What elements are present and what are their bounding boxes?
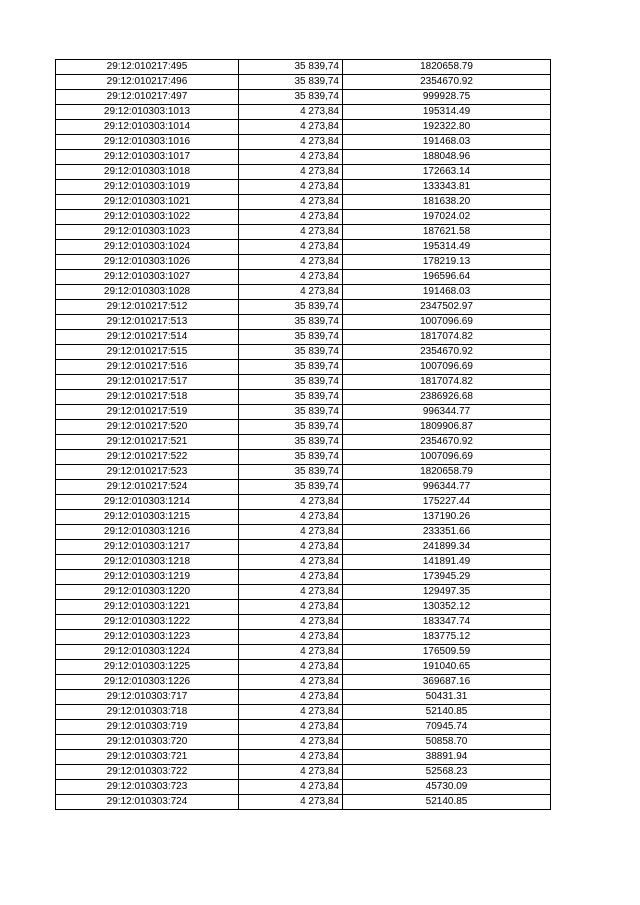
cadastral-number-cell: 29:12:010217:496 — [56, 75, 239, 90]
area-cell: 35 839,74 — [239, 480, 343, 495]
cadastral-number-cell: 29:12:010303:1022 — [56, 210, 239, 225]
table-row — [56, 705, 551, 720]
cadastral-number-cell: 29:12:010303:722 — [56, 765, 239, 780]
area-cell: 4 273,84 — [239, 675, 343, 690]
area-cell: 35 839,74 — [239, 405, 343, 420]
cost-cell: 1817074.82 — [343, 375, 551, 390]
area-cell: 35 839,74 — [239, 60, 343, 75]
cost-cell: 2354670.92 — [343, 75, 551, 90]
area-cell: 35 839,74 — [239, 300, 343, 315]
cadastral-number-cell: 29:12:010303:1218 — [56, 555, 239, 570]
area-cell: 4 273,84 — [239, 615, 343, 630]
table-row — [56, 435, 551, 450]
cadastral-number-cell: 29:12:010217:519 — [56, 405, 239, 420]
table-row — [56, 450, 551, 465]
table-row — [56, 60, 551, 75]
cost-cell: 187621.58 — [343, 225, 551, 240]
cadastral-number-cell: 29:12:010217:518 — [56, 390, 239, 405]
cadastral-number-cell: 29:12:010303:1222 — [56, 615, 239, 630]
table-row — [56, 780, 551, 795]
area-cell: 35 839,74 — [239, 345, 343, 360]
table-body — [56, 60, 551, 810]
cadastral-number-cell: 29:12:010303:1221 — [56, 600, 239, 615]
table-row — [56, 420, 551, 435]
cadastral-number-cell: 29:12:010303:718 — [56, 705, 239, 720]
area-cell: 4 273,84 — [239, 285, 343, 300]
cadastral-number-cell: 29:12:010217:520 — [56, 420, 239, 435]
area-cell: 35 839,74 — [239, 360, 343, 375]
cost-cell: 175227.44 — [343, 495, 551, 510]
cadastral-number-cell: 29:12:010303:1016 — [56, 135, 239, 150]
table-row — [56, 330, 551, 345]
cadastral-number-cell: 29:12:010303:1214 — [56, 495, 239, 510]
table-row — [56, 345, 551, 360]
cadastral-number-cell: 29:12:010303:1220 — [56, 585, 239, 600]
cadastral-number-cell: 29:12:010217:522 — [56, 450, 239, 465]
table-row — [56, 300, 551, 315]
cost-cell: 2386926.68 — [343, 390, 551, 405]
cadastral-number-cell: 29:12:010303:1018 — [56, 165, 239, 180]
cadastral-number-cell: 29:12:010217:521 — [56, 435, 239, 450]
cadastral-number-cell: 29:12:010217:497 — [56, 90, 239, 105]
area-cell: 4 273,84 — [239, 750, 343, 765]
table-row — [56, 270, 551, 285]
cost-cell: 191468.03 — [343, 285, 551, 300]
cadastral-number-cell: 29:12:010303:1026 — [56, 255, 239, 270]
cost-cell: 181638.20 — [343, 195, 551, 210]
table-row — [56, 360, 551, 375]
table-row — [56, 615, 551, 630]
area-cell: 4 273,84 — [239, 765, 343, 780]
area-cell: 4 273,84 — [239, 195, 343, 210]
cadastral-number-cell: 29:12:010217:516 — [56, 360, 239, 375]
area-cell: 4 273,84 — [239, 240, 343, 255]
table-row — [56, 630, 551, 645]
table-row — [56, 645, 551, 660]
area-cell: 4 273,84 — [239, 525, 343, 540]
cadastral-number-cell: 29:12:010303:717 — [56, 690, 239, 705]
cost-cell: 172663.14 — [343, 165, 551, 180]
table-row — [56, 210, 551, 225]
cadastral-number-cell: 29:12:010303:1014 — [56, 120, 239, 135]
cadastral-number-cell: 29:12:010303:1226 — [56, 675, 239, 690]
area-cell: 4 273,84 — [239, 585, 343, 600]
cadastral-number-cell: 29:12:010303:723 — [56, 780, 239, 795]
table-row — [56, 690, 551, 705]
area-cell: 4 273,84 — [239, 720, 343, 735]
area-cell: 4 273,84 — [239, 120, 343, 135]
cost-cell: 1007096.69 — [343, 315, 551, 330]
cost-cell: 196596.64 — [343, 270, 551, 285]
table-row — [56, 240, 551, 255]
table-row — [56, 375, 551, 390]
table-row — [56, 180, 551, 195]
cost-cell: 2354670.92 — [343, 435, 551, 450]
cost-cell: 191040.65 — [343, 660, 551, 675]
table-row — [56, 765, 551, 780]
table-row — [56, 570, 551, 585]
cost-cell: 129497.35 — [343, 585, 551, 600]
table-row — [56, 75, 551, 90]
cadastral-number-cell: 29:12:010303:720 — [56, 735, 239, 750]
cost-cell: 1809906.87 — [343, 420, 551, 435]
cadastral-table — [55, 59, 551, 810]
cost-cell: 1007096.69 — [343, 450, 551, 465]
cadastral-number-cell: 29:12:010217:512 — [56, 300, 239, 315]
cost-cell: 192322.80 — [343, 120, 551, 135]
cost-cell: 999928.75 — [343, 90, 551, 105]
cost-cell: 50431.31 — [343, 690, 551, 705]
table-row — [56, 675, 551, 690]
cadastral-number-cell: 29:12:010303:1225 — [56, 660, 239, 675]
cost-cell: 2347502.97 — [343, 300, 551, 315]
table-row — [56, 465, 551, 480]
cadastral-number-cell: 29:12:010303:719 — [56, 720, 239, 735]
area-cell: 4 273,84 — [239, 570, 343, 585]
cadastral-number-cell: 29:12:010303:1224 — [56, 645, 239, 660]
table-row — [56, 225, 551, 240]
table-row — [56, 585, 551, 600]
area-cell: 4 273,84 — [239, 150, 343, 165]
table-row — [56, 660, 551, 675]
area-cell: 4 273,84 — [239, 135, 343, 150]
cost-cell: 52568.23 — [343, 765, 551, 780]
table-row — [56, 540, 551, 555]
cadastral-number-cell: 29:12:010303:1024 — [56, 240, 239, 255]
table-row — [56, 735, 551, 750]
cost-cell: 195314.49 — [343, 105, 551, 120]
table-row — [56, 135, 551, 150]
area-cell: 4 273,84 — [239, 555, 343, 570]
area-cell: 35 839,74 — [239, 330, 343, 345]
area-cell: 4 273,84 — [239, 255, 343, 270]
table-row — [56, 105, 551, 120]
area-cell: 4 273,84 — [239, 690, 343, 705]
table-row — [56, 495, 551, 510]
cost-cell: 2354670.92 — [343, 345, 551, 360]
cost-cell: 141891.49 — [343, 555, 551, 570]
area-cell: 35 839,74 — [239, 435, 343, 450]
cost-cell: 52140.85 — [343, 795, 551, 810]
area-cell: 35 839,74 — [239, 465, 343, 480]
cadastral-number-cell: 29:12:010303:1028 — [56, 285, 239, 300]
cadastral-number-cell: 29:12:010303:1215 — [56, 510, 239, 525]
table-row — [56, 390, 551, 405]
area-cell: 35 839,74 — [239, 90, 343, 105]
cost-cell: 1820658.79 — [343, 465, 551, 480]
cost-cell: 137190.26 — [343, 510, 551, 525]
area-cell: 4 273,84 — [239, 540, 343, 555]
area-cell: 4 273,84 — [239, 180, 343, 195]
cost-cell: 45730.09 — [343, 780, 551, 795]
cadastral-number-cell: 29:12:010303:1219 — [56, 570, 239, 585]
cadastral-number-cell: 29:12:010303:1216 — [56, 525, 239, 540]
cost-cell: 1007096.69 — [343, 360, 551, 375]
table-row — [56, 555, 551, 570]
table-row — [56, 405, 551, 420]
cadastral-number-cell: 29:12:010303:724 — [56, 795, 239, 810]
area-cell: 4 273,84 — [239, 210, 343, 225]
cadastral-number-cell: 29:12:010217:514 — [56, 330, 239, 345]
cost-cell: 133343.81 — [343, 180, 551, 195]
area-cell: 4 273,84 — [239, 600, 343, 615]
cost-cell: 241899.34 — [343, 540, 551, 555]
cost-cell: 188048.96 — [343, 150, 551, 165]
area-cell: 4 273,84 — [239, 795, 343, 810]
area-cell: 4 273,84 — [239, 270, 343, 285]
table-row — [56, 120, 551, 135]
cost-cell: 369687.16 — [343, 675, 551, 690]
cost-cell: 52140.85 — [343, 705, 551, 720]
cadastral-number-cell: 29:12:010303:1013 — [56, 105, 239, 120]
area-cell: 4 273,84 — [239, 630, 343, 645]
cost-cell: 183347.74 — [343, 615, 551, 630]
cost-cell: 197024.02 — [343, 210, 551, 225]
area-cell: 4 273,84 — [239, 780, 343, 795]
cadastral-number-cell: 29:12:010217:517 — [56, 375, 239, 390]
cadastral-number-cell: 29:12:010303:721 — [56, 750, 239, 765]
cadastral-number-cell: 29:12:010303:1019 — [56, 180, 239, 195]
area-cell: 4 273,84 — [239, 645, 343, 660]
cadastral-number-cell: 29:12:010217:513 — [56, 315, 239, 330]
area-cell: 35 839,74 — [239, 420, 343, 435]
area-cell: 4 273,84 — [239, 705, 343, 720]
cadastral-number-cell: 29:12:010303:1217 — [56, 540, 239, 555]
cadastral-number-cell: 29:12:010217:524 — [56, 480, 239, 495]
area-cell: 35 839,74 — [239, 450, 343, 465]
table-row — [56, 165, 551, 180]
area-cell: 4 273,84 — [239, 165, 343, 180]
cadastral-number-cell: 29:12:010303:1023 — [56, 225, 239, 240]
table-row — [56, 750, 551, 765]
area-cell: 4 273,84 — [239, 510, 343, 525]
cost-cell: 996344.77 — [343, 480, 551, 495]
table-row — [56, 90, 551, 105]
cost-cell: 233351.66 — [343, 525, 551, 540]
table-row — [56, 795, 551, 810]
area-cell: 35 839,74 — [239, 315, 343, 330]
cost-cell: 38891.94 — [343, 750, 551, 765]
area-cell: 4 273,84 — [239, 735, 343, 750]
cadastral-number-cell: 29:12:010303:1223 — [56, 630, 239, 645]
cost-cell: 50858.70 — [343, 735, 551, 750]
cost-cell: 1817074.82 — [343, 330, 551, 345]
cost-cell: 996344.77 — [343, 405, 551, 420]
area-cell: 35 839,74 — [239, 75, 343, 90]
table-row — [56, 720, 551, 735]
table-row — [56, 600, 551, 615]
cost-cell: 173945.29 — [343, 570, 551, 585]
area-cell: 4 273,84 — [239, 105, 343, 120]
area-cell: 4 273,84 — [239, 660, 343, 675]
cadastral-number-cell: 29:12:010217:495 — [56, 60, 239, 75]
area-cell: 4 273,84 — [239, 225, 343, 240]
area-cell: 35 839,74 — [239, 375, 343, 390]
table-row — [56, 315, 551, 330]
cadastral-number-cell: 29:12:010303:1027 — [56, 270, 239, 285]
table-row — [56, 195, 551, 210]
table-row — [56, 480, 551, 495]
area-cell: 4 273,84 — [239, 495, 343, 510]
cost-cell: 1820658.79 — [343, 60, 551, 75]
cost-cell: 70945.74 — [343, 720, 551, 735]
cadastral-number-cell: 29:12:010303:1017 — [56, 150, 239, 165]
table-row — [56, 510, 551, 525]
table-row — [56, 285, 551, 300]
area-cell: 35 839,74 — [239, 390, 343, 405]
table-row — [56, 525, 551, 540]
cadastral-number-cell: 29:12:010217:515 — [56, 345, 239, 360]
cost-cell: 183775.12 — [343, 630, 551, 645]
cost-cell: 195314.49 — [343, 240, 551, 255]
cost-cell: 176509.59 — [343, 645, 551, 660]
cost-cell: 178219.13 — [343, 255, 551, 270]
table-row — [56, 255, 551, 270]
cadastral-number-cell: 29:12:010303:1021 — [56, 195, 239, 210]
cadastral-number-cell: 29:12:010217:523 — [56, 465, 239, 480]
cost-cell: 130352.12 — [343, 600, 551, 615]
cost-cell: 191468.03 — [343, 135, 551, 150]
table-row — [56, 150, 551, 165]
